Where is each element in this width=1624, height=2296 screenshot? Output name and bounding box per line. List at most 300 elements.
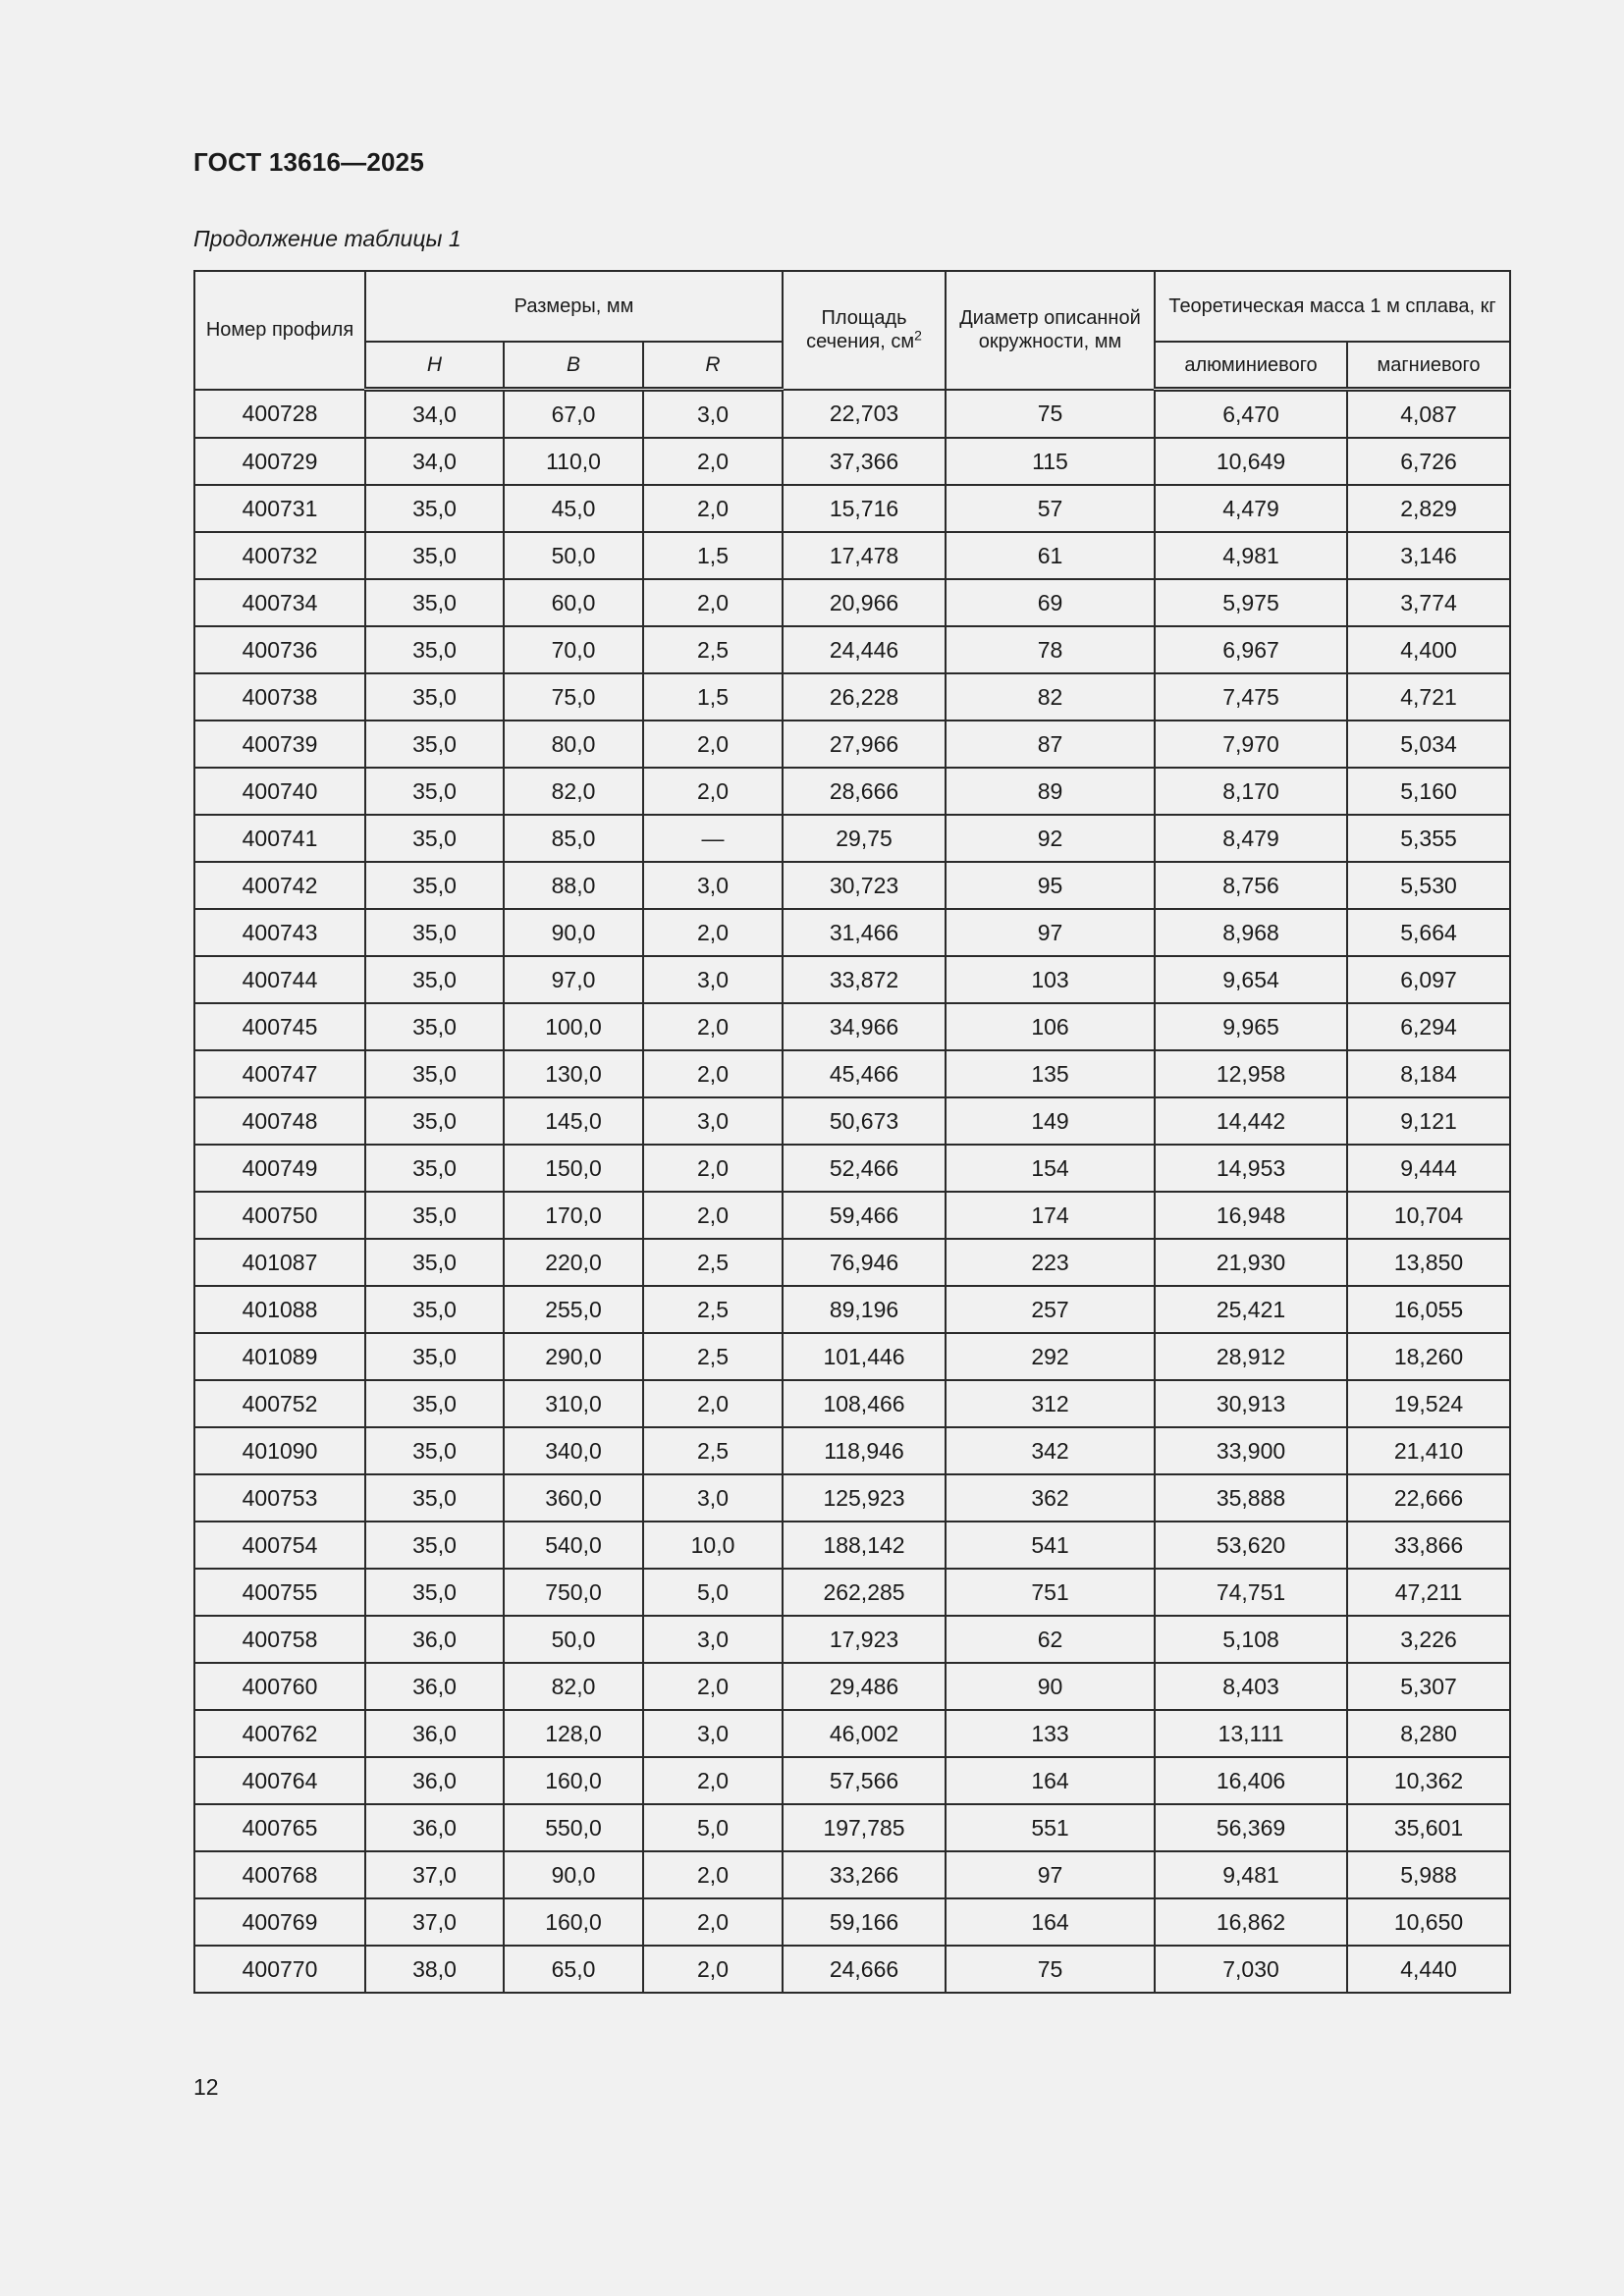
profile-number-cell: 400755 xyxy=(194,1569,365,1616)
table-row xyxy=(194,1333,1510,1380)
h-cell: 35,0 xyxy=(365,1286,504,1333)
diameter-cell: 257 xyxy=(946,1286,1155,1333)
aluminum-mass-cell: 30,913 xyxy=(1155,1380,1347,1427)
aluminum-mass-cell: 16,948 xyxy=(1155,1192,1347,1239)
profile-number-cell: 400741 xyxy=(194,815,365,862)
magnesium-mass-cell: 22,666 xyxy=(1347,1474,1510,1522)
diameter-cell: 92 xyxy=(946,815,1155,862)
magnesium-mass-cell: 6,294 xyxy=(1347,1003,1510,1050)
diameter-cell: 149 xyxy=(946,1097,1155,1145)
aluminum-mass-cell: 9,481 xyxy=(1155,1851,1347,1898)
b-cell: 88,0 xyxy=(504,862,643,909)
r-cell: 3,0 xyxy=(643,956,783,1003)
header-magnesium: магниевого xyxy=(1347,342,1510,390)
profile-number-cell: 400753 xyxy=(194,1474,365,1522)
aluminum-mass-cell: 33,900 xyxy=(1155,1427,1347,1474)
diameter-cell: 115 xyxy=(946,438,1155,485)
area-cell: 52,466 xyxy=(783,1145,946,1192)
diameter-cell: 61 xyxy=(946,532,1155,579)
magnesium-mass-cell: 5,530 xyxy=(1347,862,1510,909)
table-row xyxy=(194,1050,1510,1097)
diameter-cell: 135 xyxy=(946,1050,1155,1097)
h-cell: 35,0 xyxy=(365,673,504,721)
b-cell: 160,0 xyxy=(504,1757,643,1804)
diameter-cell: 551 xyxy=(946,1804,1155,1851)
table-row xyxy=(194,485,1510,532)
area-cell: 118,946 xyxy=(783,1427,946,1474)
magnesium-mass-cell: 8,184 xyxy=(1347,1050,1510,1097)
diameter-cell: 164 xyxy=(946,1898,1155,1946)
b-cell: 100,0 xyxy=(504,1003,643,1050)
profiles-table xyxy=(193,270,1511,1994)
r-cell: 2,0 xyxy=(643,721,783,768)
h-cell: 35,0 xyxy=(365,956,504,1003)
aluminum-mass-cell: 10,649 xyxy=(1155,438,1347,485)
diameter-cell: 82 xyxy=(946,673,1155,721)
area-cell: 22,703 xyxy=(783,390,946,439)
diameter-cell: 133 xyxy=(946,1710,1155,1757)
profile-number-cell: 400739 xyxy=(194,721,365,768)
magnesium-mass-cell: 18,260 xyxy=(1347,1333,1510,1380)
b-cell: 97,0 xyxy=(504,956,643,1003)
header-theoretical-mass: Теоретическая масса 1 м сплава, кг xyxy=(1155,271,1510,342)
magnesium-mass-cell: 5,988 xyxy=(1347,1851,1510,1898)
b-cell: 85,0 xyxy=(504,815,643,862)
b-cell: 360,0 xyxy=(504,1474,643,1522)
b-cell: 750,0 xyxy=(504,1569,643,1616)
magnesium-mass-cell: 9,444 xyxy=(1347,1145,1510,1192)
r-cell: 3,0 xyxy=(643,1097,783,1145)
table-row xyxy=(194,1616,1510,1663)
magnesium-mass-cell: 4,440 xyxy=(1347,1946,1510,1993)
b-cell: 220,0 xyxy=(504,1239,643,1286)
header-b: B xyxy=(504,342,643,390)
profile-number-cell: 401087 xyxy=(194,1239,365,1286)
area-cell: 33,266 xyxy=(783,1851,946,1898)
table-row xyxy=(194,1569,1510,1616)
aluminum-mass-cell: 7,970 xyxy=(1155,721,1347,768)
b-cell: 145,0 xyxy=(504,1097,643,1145)
r-cell: — xyxy=(643,815,783,862)
h-cell: 34,0 xyxy=(365,390,504,439)
area-cell: 26,228 xyxy=(783,673,946,721)
profile-number-cell: 400770 xyxy=(194,1946,365,1993)
profile-number-cell: 401088 xyxy=(194,1286,365,1333)
diameter-cell: 97 xyxy=(946,909,1155,956)
magnesium-mass-cell: 5,034 xyxy=(1347,721,1510,768)
h-cell: 35,0 xyxy=(365,1522,504,1569)
r-cell: 3,0 xyxy=(643,862,783,909)
profile-number-cell: 400734 xyxy=(194,579,365,626)
r-cell: 2,5 xyxy=(643,1427,783,1474)
b-cell: 82,0 xyxy=(504,768,643,815)
magnesium-mass-cell: 2,829 xyxy=(1347,485,1510,532)
h-cell: 35,0 xyxy=(365,626,504,673)
b-cell: 50,0 xyxy=(504,1616,643,1663)
r-cell: 2,0 xyxy=(643,579,783,626)
area-cell: 50,673 xyxy=(783,1097,946,1145)
area-cell: 101,446 xyxy=(783,1333,946,1380)
area-cell: 262,285 xyxy=(783,1569,946,1616)
r-cell: 3,0 xyxy=(643,1616,783,1663)
r-cell: 2,0 xyxy=(643,1380,783,1427)
table-row xyxy=(194,768,1510,815)
table-row xyxy=(194,1710,1510,1757)
aluminum-mass-cell: 5,108 xyxy=(1155,1616,1347,1663)
diameter-cell: 541 xyxy=(946,1522,1155,1569)
r-cell: 2,0 xyxy=(643,485,783,532)
page-number: 12 xyxy=(193,2074,219,2100)
b-cell: 67,0 xyxy=(504,390,643,439)
table-row xyxy=(194,1851,1510,1898)
magnesium-mass-cell: 33,866 xyxy=(1347,1522,1510,1569)
magnesium-mass-cell: 10,362 xyxy=(1347,1757,1510,1804)
h-cell: 36,0 xyxy=(365,1663,504,1710)
magnesium-mass-cell: 35,601 xyxy=(1347,1804,1510,1851)
diameter-cell: 69 xyxy=(946,579,1155,626)
r-cell: 2,5 xyxy=(643,1239,783,1286)
r-cell: 3,0 xyxy=(643,1474,783,1522)
aluminum-mass-cell: 53,620 xyxy=(1155,1522,1347,1569)
b-cell: 82,0 xyxy=(504,1663,643,1710)
table-row xyxy=(194,1474,1510,1522)
h-cell: 37,0 xyxy=(365,1851,504,1898)
area-cell: 197,785 xyxy=(783,1804,946,1851)
header-profile-number: Номер профиля xyxy=(194,271,365,390)
r-cell: 2,0 xyxy=(643,1663,783,1710)
aluminum-mass-cell: 35,888 xyxy=(1155,1474,1347,1522)
table-row xyxy=(194,1804,1510,1851)
table-row xyxy=(194,1192,1510,1239)
r-cell: 2,0 xyxy=(643,909,783,956)
profile-number-cell: 400754 xyxy=(194,1522,365,1569)
profile-number-cell: 400752 xyxy=(194,1380,365,1427)
h-cell: 34,0 xyxy=(365,438,504,485)
header-dimensions: Размеры, мм xyxy=(365,271,783,342)
r-cell: 3,0 xyxy=(643,390,783,439)
magnesium-mass-cell: 5,664 xyxy=(1347,909,1510,956)
magnesium-mass-cell: 3,774 xyxy=(1347,579,1510,626)
h-cell: 35,0 xyxy=(365,1050,504,1097)
r-cell: 2,0 xyxy=(643,768,783,815)
profile-number-cell: 400750 xyxy=(194,1192,365,1239)
b-cell: 128,0 xyxy=(504,1710,643,1757)
h-cell: 35,0 xyxy=(365,768,504,815)
area-cell: 34,966 xyxy=(783,1003,946,1050)
magnesium-mass-cell: 5,160 xyxy=(1347,768,1510,815)
profile-number-cell: 400736 xyxy=(194,626,365,673)
aluminum-mass-cell: 8,756 xyxy=(1155,862,1347,909)
b-cell: 290,0 xyxy=(504,1333,643,1380)
diameter-cell: 362 xyxy=(946,1474,1155,1522)
header-h: H xyxy=(365,342,504,390)
aluminum-mass-cell: 12,958 xyxy=(1155,1050,1347,1097)
area-cell: 125,923 xyxy=(783,1474,946,1522)
area-cell: 29,75 xyxy=(783,815,946,862)
r-cell: 2,5 xyxy=(643,1333,783,1380)
r-cell: 2,5 xyxy=(643,626,783,673)
aluminum-mass-cell: 6,470 xyxy=(1155,390,1347,439)
header-diameter: Диаметр описанной окружности, мм xyxy=(946,271,1155,390)
h-cell: 35,0 xyxy=(365,862,504,909)
aluminum-mass-cell: 74,751 xyxy=(1155,1569,1347,1616)
diameter-cell: 89 xyxy=(946,768,1155,815)
table-row xyxy=(194,721,1510,768)
h-cell: 36,0 xyxy=(365,1757,504,1804)
table-row xyxy=(194,626,1510,673)
aluminum-mass-cell: 4,981 xyxy=(1155,532,1347,579)
area-cell: 24,446 xyxy=(783,626,946,673)
r-cell: 2,5 xyxy=(643,1286,783,1333)
table-row xyxy=(194,1145,1510,1192)
diameter-cell: 62 xyxy=(946,1616,1155,1663)
diameter-cell: 751 xyxy=(946,1569,1155,1616)
table-row xyxy=(194,579,1510,626)
h-cell: 35,0 xyxy=(365,485,504,532)
magnesium-mass-cell: 4,400 xyxy=(1347,626,1510,673)
table-row xyxy=(194,1946,1510,1993)
profile-number-cell: 400738 xyxy=(194,673,365,721)
r-cell: 2,0 xyxy=(643,1003,783,1050)
aluminum-mass-cell: 16,406 xyxy=(1155,1757,1347,1804)
r-cell: 5,0 xyxy=(643,1804,783,1851)
header-area xyxy=(783,271,946,390)
table-row xyxy=(194,438,1510,485)
area-cell: 29,486 xyxy=(783,1663,946,1710)
table-row xyxy=(194,1286,1510,1333)
h-cell: 35,0 xyxy=(365,1097,504,1145)
aluminum-mass-cell: 6,967 xyxy=(1155,626,1347,673)
h-cell: 36,0 xyxy=(365,1710,504,1757)
profile-number-cell: 400728 xyxy=(194,390,365,439)
r-cell: 1,5 xyxy=(643,532,783,579)
table-row xyxy=(194,1427,1510,1474)
profile-number-cell: 400744 xyxy=(194,956,365,1003)
profile-number-cell: 400769 xyxy=(194,1898,365,1946)
diameter-cell: 154 xyxy=(946,1145,1155,1192)
diameter-cell: 87 xyxy=(946,721,1155,768)
magnesium-mass-cell: 6,097 xyxy=(1347,956,1510,1003)
profile-number-cell: 401089 xyxy=(194,1333,365,1380)
h-cell: 35,0 xyxy=(365,1427,504,1474)
diameter-cell: 342 xyxy=(946,1427,1155,1474)
h-cell: 35,0 xyxy=(365,1003,504,1050)
table-row xyxy=(194,1097,1510,1145)
diameter-cell: 97 xyxy=(946,1851,1155,1898)
h-cell: 35,0 xyxy=(365,1474,504,1522)
table-body xyxy=(194,390,1510,1994)
table-row xyxy=(194,1757,1510,1804)
header-area-superscript: 2 xyxy=(914,327,922,344)
b-cell: 45,0 xyxy=(504,485,643,532)
r-cell: 2,0 xyxy=(643,1946,783,1993)
area-cell: 33,872 xyxy=(783,956,946,1003)
table-row xyxy=(194,862,1510,909)
table-row xyxy=(194,1239,1510,1286)
b-cell: 110,0 xyxy=(504,438,643,485)
table-row xyxy=(194,1663,1510,1710)
diameter-cell: 90 xyxy=(946,1663,1155,1710)
table-row xyxy=(194,1003,1510,1050)
area-cell: 59,466 xyxy=(783,1192,946,1239)
table-row xyxy=(194,390,1510,439)
diameter-cell: 103 xyxy=(946,956,1155,1003)
header-aluminum: алюминиевого xyxy=(1155,342,1347,390)
r-cell: 2,0 xyxy=(643,1192,783,1239)
r-cell: 5,0 xyxy=(643,1569,783,1616)
table-row xyxy=(194,909,1510,956)
magnesium-mass-cell: 10,704 xyxy=(1347,1192,1510,1239)
b-cell: 90,0 xyxy=(504,909,643,956)
b-cell: 170,0 xyxy=(504,1192,643,1239)
aluminum-mass-cell: 9,654 xyxy=(1155,956,1347,1003)
aluminum-mass-cell: 7,030 xyxy=(1155,1946,1347,1993)
aluminum-mass-cell: 13,111 xyxy=(1155,1710,1347,1757)
area-cell: 46,002 xyxy=(783,1710,946,1757)
magnesium-mass-cell: 13,850 xyxy=(1347,1239,1510,1286)
profile-number-cell: 400758 xyxy=(194,1616,365,1663)
aluminum-mass-cell: 14,953 xyxy=(1155,1145,1347,1192)
h-cell: 35,0 xyxy=(365,721,504,768)
h-cell: 35,0 xyxy=(365,1192,504,1239)
r-cell: 1,5 xyxy=(643,673,783,721)
r-cell: 2,0 xyxy=(643,1851,783,1898)
profile-number-cell: 400742 xyxy=(194,862,365,909)
r-cell: 3,0 xyxy=(643,1710,783,1757)
magnesium-mass-cell: 19,524 xyxy=(1347,1380,1510,1427)
b-cell: 75,0 xyxy=(504,673,643,721)
area-cell: 20,966 xyxy=(783,579,946,626)
diameter-cell: 164 xyxy=(946,1757,1155,1804)
table-row xyxy=(194,532,1510,579)
b-cell: 340,0 xyxy=(504,1427,643,1474)
header-r: R xyxy=(643,342,783,390)
r-cell: 2,0 xyxy=(643,1757,783,1804)
h-cell: 36,0 xyxy=(365,1616,504,1663)
profile-number-cell: 400729 xyxy=(194,438,365,485)
aluminum-mass-cell: 7,475 xyxy=(1155,673,1347,721)
profile-number-cell: 400762 xyxy=(194,1710,365,1757)
magnesium-mass-cell: 5,307 xyxy=(1347,1663,1510,1710)
table-row xyxy=(194,673,1510,721)
h-cell: 35,0 xyxy=(365,815,504,862)
area-cell: 27,966 xyxy=(783,721,946,768)
table-caption: Продолжение таблицы 1 xyxy=(193,226,461,251)
b-cell: 65,0 xyxy=(504,1946,643,1993)
table-row xyxy=(194,1380,1510,1427)
magnesium-mass-cell: 4,721 xyxy=(1347,673,1510,721)
aluminum-mass-cell: 28,912 xyxy=(1155,1333,1347,1380)
diameter-cell: 75 xyxy=(946,1946,1155,1993)
profile-number-cell: 400732 xyxy=(194,532,365,579)
h-cell: 38,0 xyxy=(365,1946,504,1993)
aluminum-mass-cell: 8,479 xyxy=(1155,815,1347,862)
magnesium-mass-cell: 10,650 xyxy=(1347,1898,1510,1946)
magnesium-mass-cell: 16,055 xyxy=(1347,1286,1510,1333)
b-cell: 550,0 xyxy=(504,1804,643,1851)
magnesium-mass-cell: 5,355 xyxy=(1347,815,1510,862)
area-cell: 45,466 xyxy=(783,1050,946,1097)
area-cell: 17,478 xyxy=(783,532,946,579)
h-cell: 35,0 xyxy=(365,532,504,579)
magnesium-mass-cell: 8,280 xyxy=(1347,1710,1510,1757)
profile-number-cell: 401090 xyxy=(194,1427,365,1474)
r-cell: 10,0 xyxy=(643,1522,783,1569)
profile-number-cell: 400740 xyxy=(194,768,365,815)
h-cell: 35,0 xyxy=(365,1239,504,1286)
table-row xyxy=(194,815,1510,862)
r-cell: 2,0 xyxy=(643,1898,783,1946)
h-cell: 35,0 xyxy=(365,1380,504,1427)
h-cell: 35,0 xyxy=(365,1569,504,1616)
diameter-cell: 106 xyxy=(946,1003,1155,1050)
profile-number-cell: 400749 xyxy=(194,1145,365,1192)
b-cell: 160,0 xyxy=(504,1898,643,1946)
b-cell: 150,0 xyxy=(504,1145,643,1192)
h-cell: 35,0 xyxy=(365,579,504,626)
profile-number-cell: 400743 xyxy=(194,909,365,956)
table-row xyxy=(194,1898,1510,1946)
area-cell: 89,196 xyxy=(783,1286,946,1333)
profile-number-cell: 400760 xyxy=(194,1663,365,1710)
profile-number-cell: 400748 xyxy=(194,1097,365,1145)
magnesium-mass-cell: 4,087 xyxy=(1347,390,1510,439)
aluminum-mass-cell: 8,968 xyxy=(1155,909,1347,956)
profile-number-cell: 400747 xyxy=(194,1050,365,1097)
area-cell: 28,666 xyxy=(783,768,946,815)
diameter-cell: 75 xyxy=(946,390,1155,439)
h-cell: 35,0 xyxy=(365,909,504,956)
area-cell: 30,723 xyxy=(783,862,946,909)
aluminum-mass-cell: 4,479 xyxy=(1155,485,1347,532)
area-cell: 31,466 xyxy=(783,909,946,956)
magnesium-mass-cell: 6,726 xyxy=(1347,438,1510,485)
magnesium-mass-cell: 3,226 xyxy=(1347,1616,1510,1663)
b-cell: 310,0 xyxy=(504,1380,643,1427)
aluminum-mass-cell: 5,975 xyxy=(1155,579,1347,626)
area-cell: 57,566 xyxy=(783,1757,946,1804)
aluminum-mass-cell: 9,965 xyxy=(1155,1003,1347,1050)
profile-number-cell: 400731 xyxy=(194,485,365,532)
profile-number-cell: 400765 xyxy=(194,1804,365,1851)
table-row xyxy=(194,956,1510,1003)
h-cell: 36,0 xyxy=(365,1804,504,1851)
aluminum-mass-cell: 25,421 xyxy=(1155,1286,1347,1333)
b-cell: 255,0 xyxy=(504,1286,643,1333)
diameter-cell: 223 xyxy=(946,1239,1155,1286)
diameter-cell: 174 xyxy=(946,1192,1155,1239)
diameter-cell: 78 xyxy=(946,626,1155,673)
aluminum-mass-cell: 56,369 xyxy=(1155,1804,1347,1851)
h-cell: 35,0 xyxy=(365,1333,504,1380)
area-cell: 24,666 xyxy=(783,1946,946,1993)
header-area-label: Площадь сечения, см xyxy=(806,307,915,353)
r-cell: 2,0 xyxy=(643,438,783,485)
b-cell: 540,0 xyxy=(504,1522,643,1569)
magnesium-mass-cell: 21,410 xyxy=(1347,1427,1510,1474)
h-cell: 35,0 xyxy=(365,1145,504,1192)
diameter-cell: 312 xyxy=(946,1380,1155,1427)
table-row xyxy=(194,1522,1510,1569)
aluminum-mass-cell: 16,862 xyxy=(1155,1898,1347,1946)
document-code: ГОСТ 13616—2025 xyxy=(193,147,424,177)
diameter-cell: 95 xyxy=(946,862,1155,909)
area-cell: 37,366 xyxy=(783,438,946,485)
diameter-cell: 292 xyxy=(946,1333,1155,1380)
area-cell: 59,166 xyxy=(783,1898,946,1946)
magnesium-mass-cell: 9,121 xyxy=(1347,1097,1510,1145)
aluminum-mass-cell: 8,403 xyxy=(1155,1663,1347,1710)
